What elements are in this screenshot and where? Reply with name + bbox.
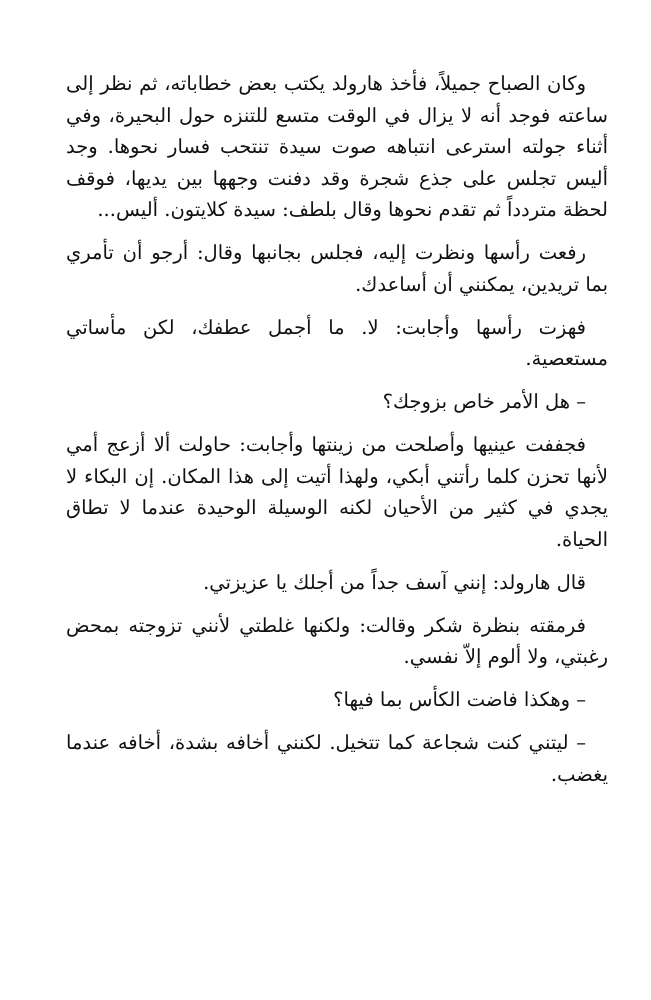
paragraph: رفعت رأسها ونظرت إليه، فجلس بجانبها وقال: أرجو أن تأمري بما تريدين، يمكنني أن أساعدك. [66,241,608,296]
dialogue-line: – ليتني كنت شجاعة كما تتخيل. لكنني أخافه بشدة، أخافه عندما يغضب. [66,731,608,786]
paragraph: فهزت رأسها وأجابت: لا. ما أجمل عطفك، لكن مأساتي مستعصية. [66,315,608,370]
paragraph: قال هارولد: إنني آسف جداً من أجلك يا عزيزتي. [203,570,586,594]
paragraph: فرمقته بنظرة شكر وقالت: ولكنها غلطتي لأنني تزوجته بمحض رغبتي، ولا ألوم إلاّ نفسي. [66,613,608,668]
paragraph: وكان الصباح جميلاً، فأخذ هارولد يكتب بعض خطاباته، ثم نظر إلى ساعته فوجد أنه لا يزال في الوقت متسع للتنزه حول البحيرة، وفي أثناء جولته استرعى انتباهه صوت سيدة تنتحب فسار نحوها. وجد أليس تجلس على جذع شجرة وقد دفنت وجهها بين يديها، فوقف لحظة متردداً ثم تقدم نحوها وقال بلطف: سيدة كلايتون. أليس... [66,72,608,221]
paragraph: فجففت عينيها وأصلحت من زينتها وأجابت: حاولت ألا أزعج أمي لأنها تحزن كلما رأتني أبكي، ولهذا أتيت إلى هذا المكان. إن البكاء لا يجدي في كثير من الأحيان لكنه الوسيلة الوحيدة عندما لا تطاق الحياة. [66,433,608,551]
dialogue-line: – هل الأمر خاص بزوجك؟ [382,390,586,413]
dialogue-line: – وهكذا فاضت الكأس بما فيها؟ [333,688,586,711]
book-page-text [66,68,608,802]
